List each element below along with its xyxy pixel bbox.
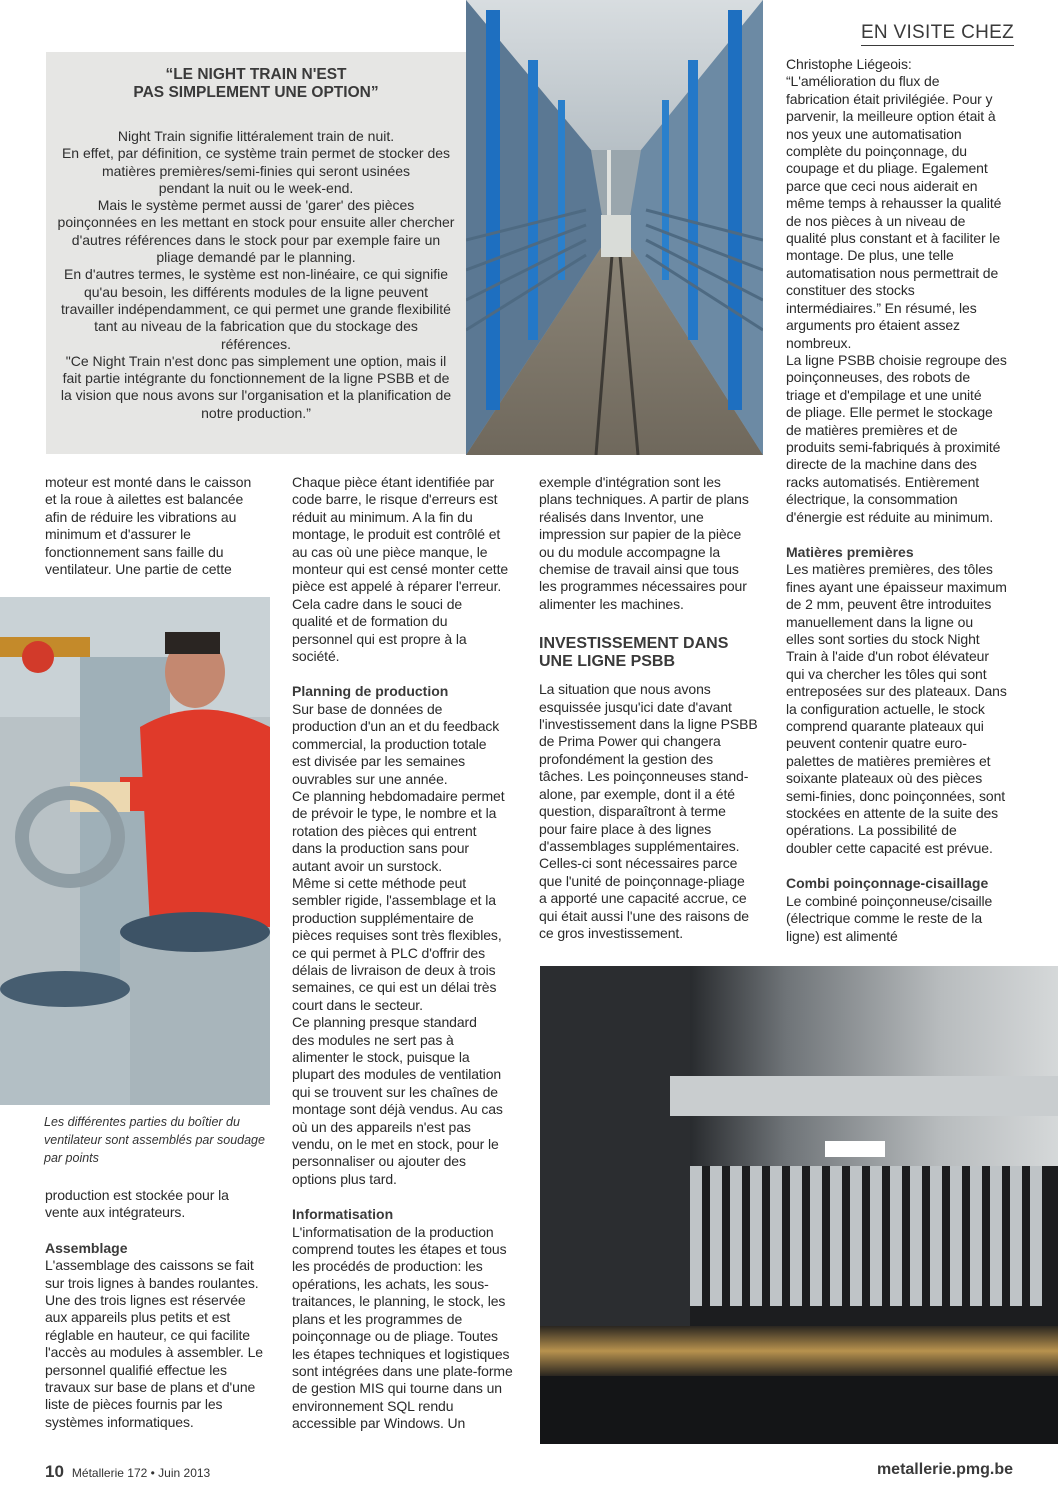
col1-bottom-block (45, 1187, 270, 1431)
investissement-heading: INVESTISSEMENT DANS UNE LIGNE PSBB (539, 635, 729, 671)
section-header: EN VISITE CHEZ (861, 22, 1014, 46)
col2-block (292, 474, 524, 1433)
combi-heading: Combi poinçonnage-cisaillage (786, 875, 989, 892)
quote-body: Night Train signifie littéralement train de nuit. En effet, par définition, ce système train permet de stocker des matières premières/semi-finies qui seront usinées pendant la nuit ou le week-end. Mais le système permet aussi de 'garer' des pièces poinçonnées en les mettant en stock pour ensuite aller chercher d'autres références dans le stock pour par exemple faire un pliage demandé par le planning. En d'autres termes, le système est non-linéaire, ce qui signifie qu'au besoin, les différents modules de la ligne peuvent travailler indépendamment, ce qui permet une grande flexibilité tant au niveau de la fabrication que du stockage des références. "Ce Night Train n'est donc pas simplement une option, mais il fait partie intégrante du fonctionnement de la ligne PSBB et de la vision que nous avons sur l'organisation et la planification de notre production.” (57, 128, 455, 421)
investissement-text: La situation que nous avons esquissée jusqu'ici date d'avant l'investissement dans la ligne PSBB de Prima Power qui changera profondément la gestion des tâches. Les poinçonneuses stand- alone, par exemple, dont il a été question, disparaîtront à terme pour faire place à des lignes d'assemblages supplémentaires. Celles-ci sont nécessaires parce que l'unité de poinçonnage-pliage a apporté une capacité accrue, ce qui était aussi l'une des raisons de ce gros investissement. (539, 681, 758, 941)
page-number: 10 (45, 1462, 64, 1481)
welding-photo (0, 597, 270, 1105)
informatisation-heading: Informatisation (292, 1206, 394, 1223)
matieres-text: Les matières premières, des tôles fines ayant une épaisseur maximum de 2 mm, peuvent être introduites manuellement dans la ligne ou elles sont sorties du stock Night Train à l'aide d'un robot élévateur qui va chercher les tôles qui sont entreposées sur des plateaux. Dans la configuration actuelle, le stock comprend quarante plateaux qui peuvent contenir quatre euro- palettes de matières premières et soixante plateaux où des pièces semi-finies, donc poinçonnées, sont stockées en attente de la suite des opérations. La possibilité de doubler cette capacité est prévue. (786, 561, 1007, 856)
col4-intro-text: Christophe Liégeois: “L'amélioration du flux de fabrication était privilégiée. Pour y parvenir, la meilleure option était à nos yeux une automatisation complète du poinçonnage, du coupage et du pliage. Egalement parce que ceci nous aiderait en même temps à rehausser la qualité de nos pièces à un niveau de qualité plus constant et à faciliter le montage. De plus, une telle automatisation nous permettrait de constituer des stocks intermédiaires.” En résumé, les arguments pro étaient assez nombreux. La ligne PSBB choisie regroupe des poinçonneuses, des robots de triage et d'empilage et une unité de pliage. Elle permet le stockage de matières premières et de produits semi-fabriqués à proximité directe de la machine dans des racks automatisés. Entièrement électrique, la consommation d'énergie est réduite au minimum. (786, 56, 1007, 525)
col1-top-text: moteur est monté dans le caisson et la roue à ailettes est balancée afin de réduire les vibrations au minimum et d'assurer le fonctionnement sans faille du ventilateur. Une partie de cette (45, 474, 252, 578)
col2-intro-text: Chaque pièce étant identifiée par code barre, le risque d'erreurs est réduit au minimum. A la fin du montage, le produit est contrôlé et au cas où une pièce manque, le monteur qui est censé monter cette pièce est appelé à réparer l'erreur. Cela cadre dans le souci de qualité et de formation du personnel qui est propre à la société. (292, 474, 509, 665)
col4-block (786, 56, 1020, 945)
informatisation-text: L'informatisation de la production comprend toutes les étapes et tous les procédés de production: les opérations, les achats, les sous- traitances, le planning, le stock, les plans et les programmes de poinçonnage ou de pliage. Toutes les étapes techniques et logistiques sont intégrées dans une plate-forme de gestion MIS qui tourne dans un environnement SQL rendu accessible par Windows. Un (292, 1223, 513, 1432)
quote-title: “LE NIGHT TRAIN N'EST PAS SIMPLEMENT UNE OPTION” (133, 66, 379, 101)
assemblage-text: L'assemblage des caissons se fait sur trois lignes à bandes roulantes. Une des trois lignes est réservée aux appareils plus petits et est réglable en hauteur, ce qui facilite l'accès au modules à assembler. Le personnel qualifié effectue les travaux sur base de plans et d'une liste de pièces fournis par les systèmes informatiques. (45, 1257, 263, 1430)
matieres-heading: Matières premières (786, 543, 914, 560)
website-link[interactable]: metallerie.pmg.be (876, 1461, 1013, 1478)
planning-heading: Planning de production (292, 683, 449, 700)
issue-info: Métallerie 172 • Juin 2013 (71, 1466, 211, 1480)
col3-block (539, 474, 767, 942)
footer-left (45, 1462, 210, 1482)
col1-bottom-text: production est stockée pour la vente aux intégrateurs. (45, 1187, 229, 1221)
machine-photo (540, 966, 1058, 1444)
planning-text: Sur base de données de production d'un an et du feedback commercial, la production totale est divisée par les semaines ouvrables sur une année. Ce planning hebdomadaire permet de prévoir le type, le nombre et la rotation des pièces qui entrent dans la production sans pour autant avoir un surstock. Même si cette méthode peut sembler rigide, l'assemblage et la production supplémentaire de pièces requises sont très flexibles, ce qui permet à PLC d'offrir des délais de livraison de deux à trois semaines, ce qui est un délai très court dans le secteur. Ce planning presque standard des modules ne sert pas à alimenter le stock, puisque la plupart des modules de ventilation qui se trouvent sur les chaînes de montage sont déjà vendus. Au cas où un des appareils n'est pas vendu, on le met en stock, pour le personnaliser ou ajouter des options plus tard. (292, 700, 505, 1187)
col3-intro-text: exemple d'intégration sont les plans techniques. A partir de plans réalisés dans Inventor, une impression sur papier de la pièce ou du module accompagne la chemise de travail ainsi que tous les programmes nécessaires pour alimenter les machines. (539, 474, 749, 612)
combi-text: Le combiné poinçonneuse/cisaille (électrique comme le reste de la ligne) est alimenté (786, 892, 993, 944)
photo-caption: Les différentes parties du boîtier du ventilateur sont assemblés par soudage par points (44, 1115, 265, 1165)
assemblage-heading: Assemblage (45, 1239, 128, 1256)
warehouse-photo (466, 0, 763, 455)
quote-box (46, 52, 466, 454)
